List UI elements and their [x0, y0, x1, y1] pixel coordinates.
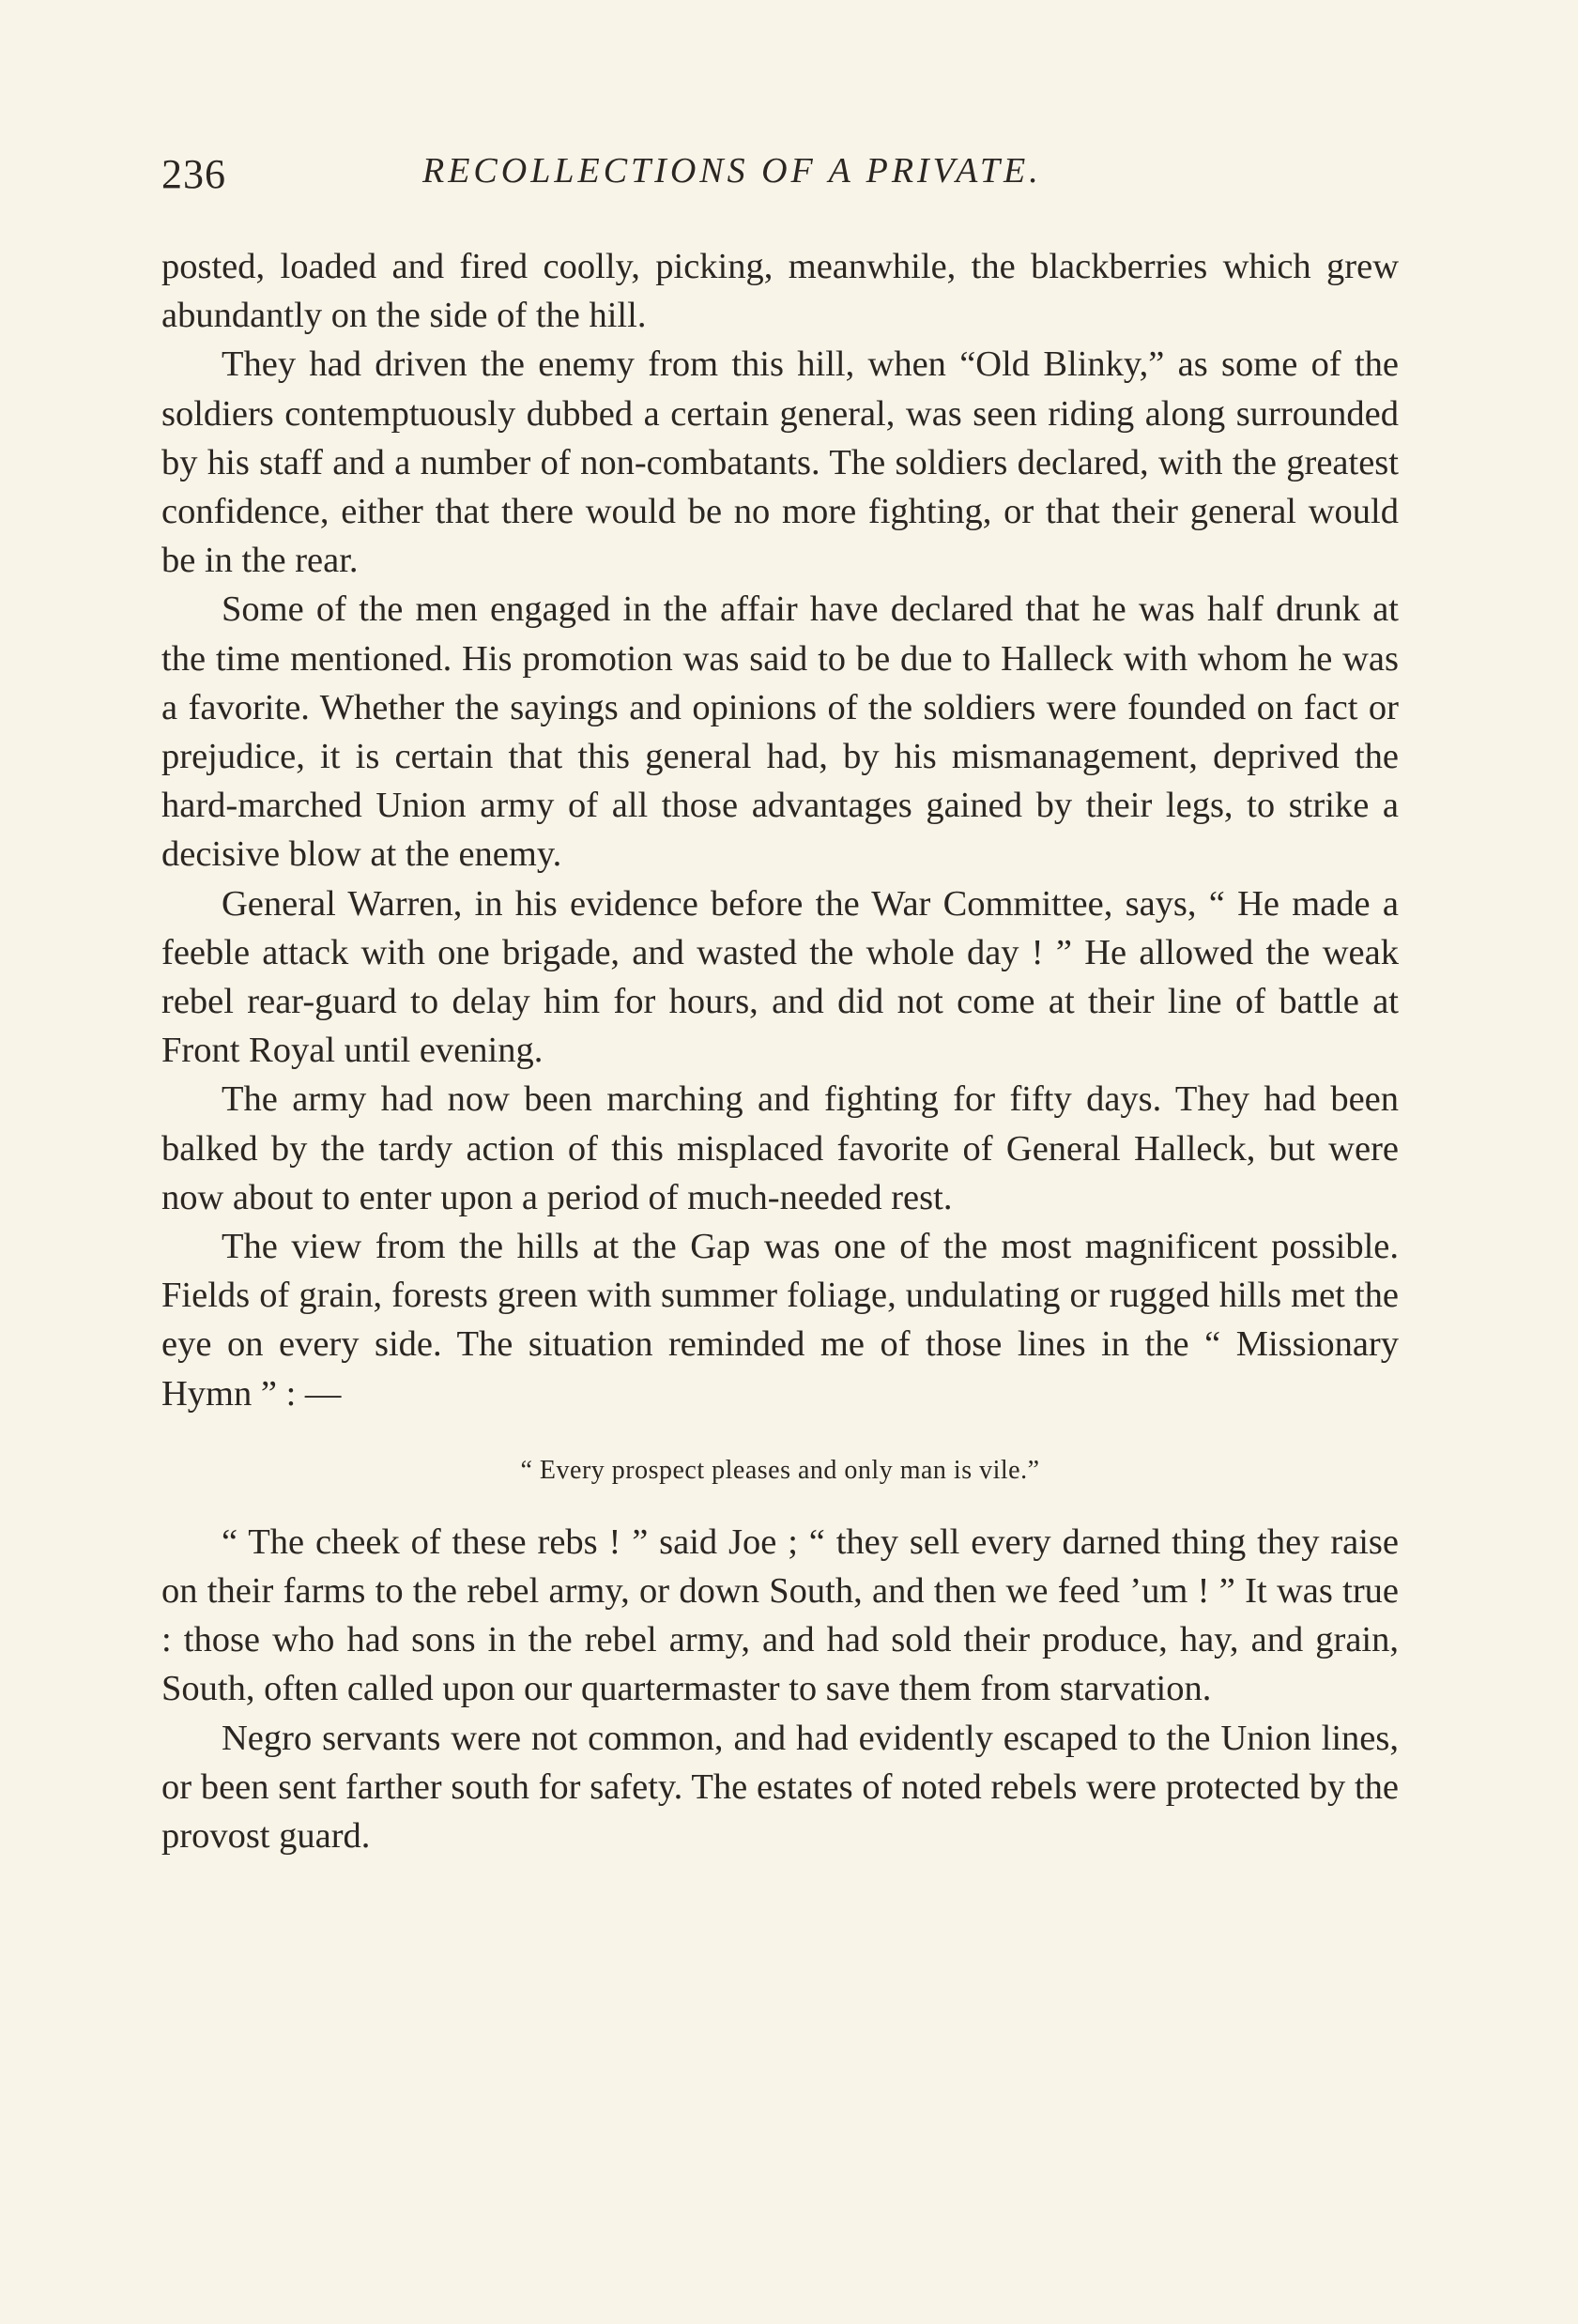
paragraph: They had driven the enemy from this hill, when “Old Blinky,” as some of the soldiers contemptuously dubbed a certain general, was seen riding along surrounded by his staff and a number of non-combatants. The soldiers declared, with the greatest confidence, either that there would be no more fighting, or that their general would be in the rear.: [161, 344, 1399, 581]
paragraph: The army had now been marching and fighting for fifty days. They had been balked by the tardy action of this misplaced favorite of General Halleck, but were now about to enter upon a period of much-needed rest.: [161, 1079, 1399, 1217]
paragraph: General Warren, in his evidence before the War Committee, says, “ He made a feeble attack with one brigade, and wasted the whole day ! ” He allowed the weak rebel rear-guard to delay him for hours, and did not come at their line of battle at Front Royal until evening.: [161, 883, 1399, 1071]
page-header: [161, 141, 1401, 206]
block-quote: “ Every prospect pleases and only man is vile.”: [520, 1455, 1040, 1485]
paragraph: “ The cheek of these rebs ! ” said Joe ; “ they sell every darned thing they raise on their farms to the rebel army, or down South, and then we feed ’um ! ” It was true : those who had sons in the rebel army, and had sold their produce, hay, and grain, South, often called upon our quartermaster to save them from starvation.: [161, 1521, 1399, 1709]
paragraph: posted, loaded and fired coolly, picking, meanwhile, the blackberries which grew abundantly on the side of the hill.: [161, 247, 1399, 336]
paragraph: Negro servants were not common, and had evidently escaped to the Union lines, or been sent farther south for safety. The estates of noted rebels were protected by the provost guard.: [161, 1718, 1399, 1857]
page-number: 236: [161, 151, 226, 197]
paragraph: Some of the men engaged in the affair have declared that he was half drunk at the time mentioned. His promotion was said to be due to Halleck with whom he was a favorite. Whether the sayings and opinions of the soldiers were founded on fact or prejudice, it is certain that this general had, by his mismanagement, deprived the hard-marched Union army of all those advantages gained by their legs, to strike a decisive blow at the enemy.: [161, 589, 1399, 875]
running-head: RECOLLECTIONS OF A PRIVATE.: [422, 151, 1042, 191]
body-text: [161, 242, 1399, 1860]
paragraph: The view from the hills at the Gap was one of the most magnificent possible. Fields of grain, forests green with summer foliage, undulating or rugged hills met the eye on every side. The situation reminded me of those lines in the “ Missionary Hymn ” : —: [161, 1227, 1399, 1414]
